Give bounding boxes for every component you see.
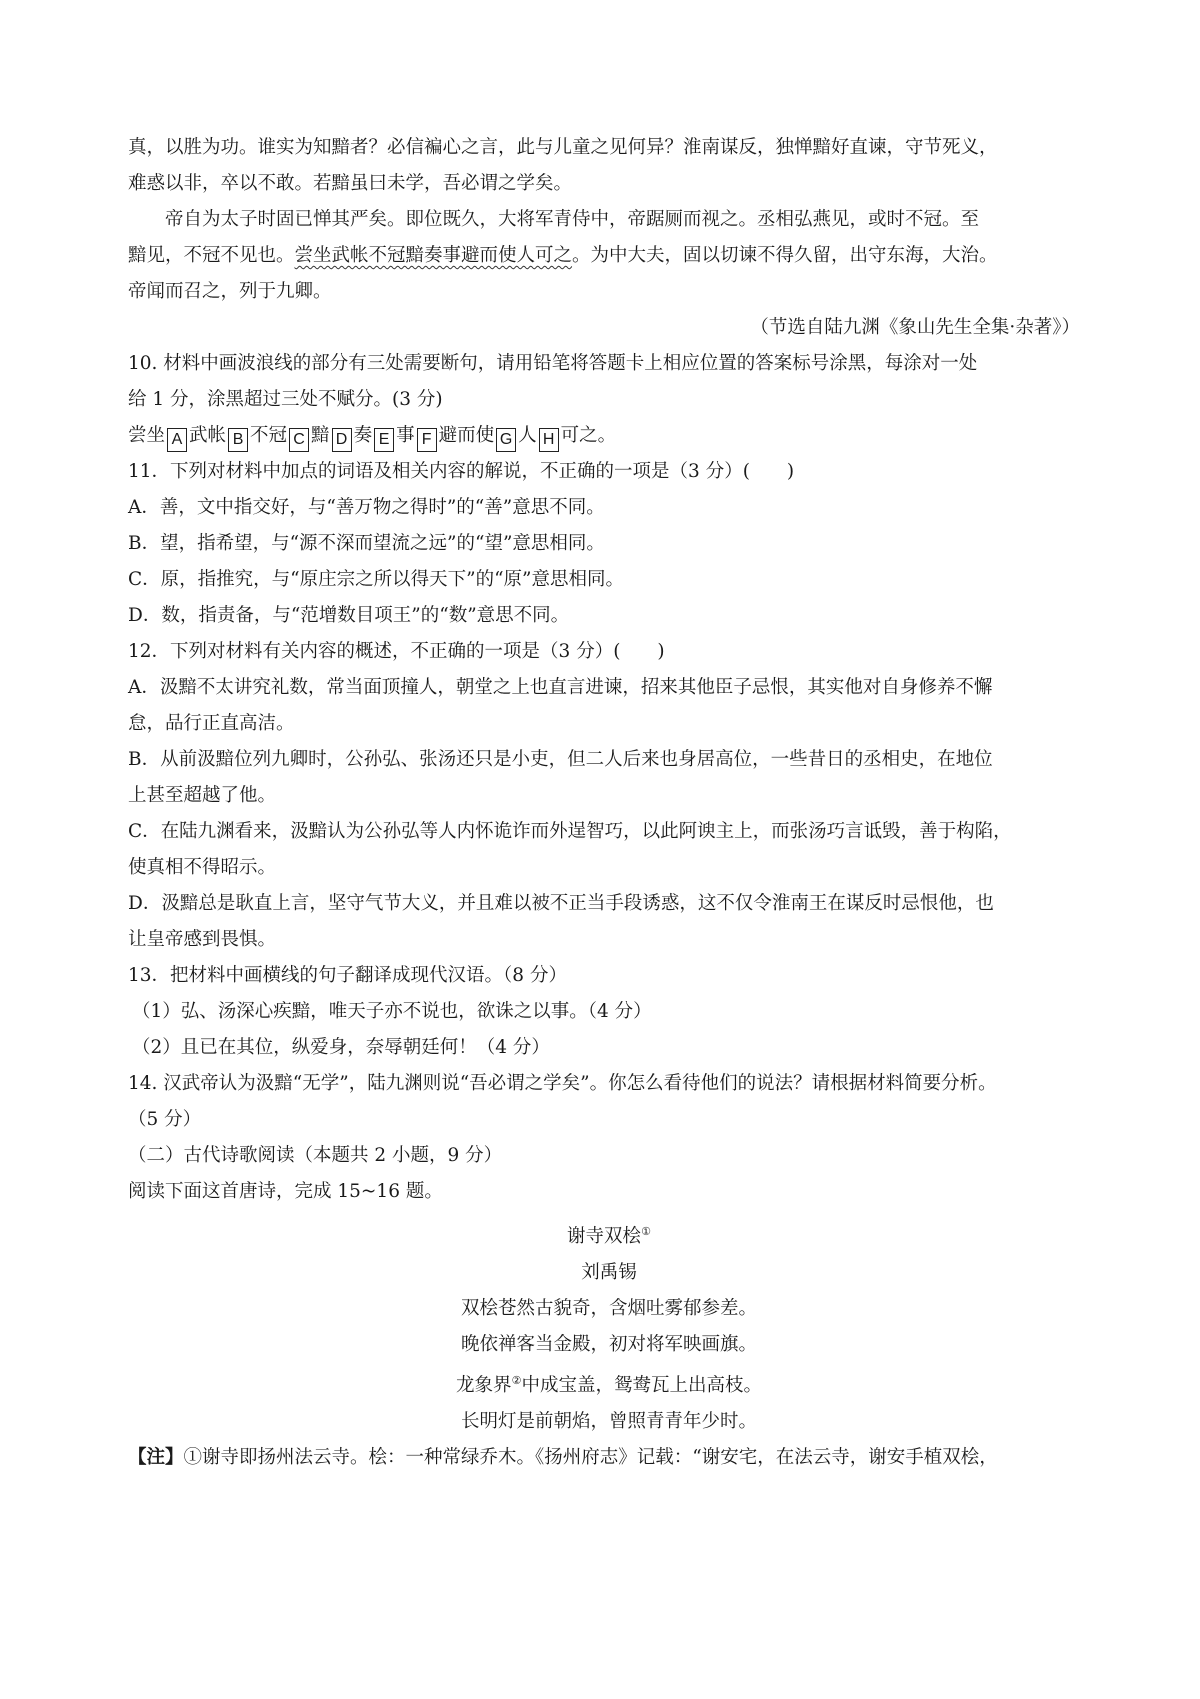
poem-note [128, 1440, 1090, 1476]
question-stem: 12．下列对材料有关内容的概述，不正确的一项是（3 分）( ) [128, 641, 665, 662]
section-heading: （二）古代诗歌阅读（本题共 2 小题，9 分） [128, 1145, 503, 1166]
question-score: （5 分） [128, 1109, 202, 1130]
footnote-mark: ① [641, 1225, 651, 1238]
segment-text: 事 [396, 425, 415, 446]
question-stem: 14. 汉武帝认为汲黯“无学”，陆九渊则说“吾必谓之学矣”。你怎么看待他们的说法？请根据材料简要分析。 [128, 1073, 997, 1094]
segment-text: 避而使 [438, 425, 495, 446]
poem-line: 长明灯是前朝焰，曾照青青年少时。 [460, 1411, 757, 1433]
poem-line [128, 1363, 1090, 1404]
segment-text: 可之。 [560, 425, 617, 446]
section-poetry [128, 1138, 1090, 1210]
passage-line: 帝闻而召之，列于九卿。 [128, 281, 332, 302]
poem-line: 双桧苍然古貌奇，含烟吐雾郁参差。 [460, 1298, 757, 1320]
option-c-cont: 使真相不得昭示。 [128, 857, 277, 878]
answer-box-c[interactable]: C [289, 428, 309, 452]
question-stem: 10. 材料中画波浪线的部分有三处需要断句，请用铅笔将答题卡上相应位置的答案标号涂黑，每涂对一处 [128, 353, 978, 374]
option-d: D．汲黯总是耿直上言，坚守气节大义，并且难以被不正当手段诱惑，这不仅令淮南王在谋反时忌恨他，也 [128, 893, 994, 914]
option-b-cont: 上甚至超越了他。 [128, 785, 277, 806]
option-c: C．原，指推究，与“原庄宗之所以得天下”的“原”意思相同。 [128, 569, 624, 590]
answer-box-h[interactable]: H [539, 428, 559, 452]
poem-text: 龙象界 [456, 1375, 512, 1397]
poem-author: 刘禹锡 [581, 1262, 637, 1284]
option-c: C．在陆九渊看来，汲黯认为公孙弘等人内怀诡诈而外逞智巧，以此阿谀主上，而张汤巧言诋毁，善于构陷， [128, 821, 1012, 842]
segment-text: 不冠 [250, 425, 288, 446]
option-a-cont: 怠，品行正直高洁。 [128, 713, 295, 734]
answer-box-a[interactable]: A [167, 428, 187, 452]
question-14 [128, 1066, 1090, 1138]
poem-title [128, 1214, 1090, 1255]
option-d-cont: 让皇帝感到畏惧。 [128, 929, 277, 950]
poem-line: 晚依禅客当金殿，初对将军映画旗。 [460, 1334, 757, 1356]
poem [128, 1214, 1090, 1440]
segment-text: 武帐 [189, 425, 227, 446]
answer-box-g[interactable]: G [496, 428, 516, 452]
answer-box-b[interactable]: B [228, 428, 248, 452]
segment-text: 黯 [311, 425, 330, 446]
section-instruction: 阅读下面这首唐诗，完成 15~16 题。 [128, 1181, 443, 1202]
answer-box-d[interactable]: D [332, 428, 352, 452]
segment-text: 尝坐 [128, 425, 166, 446]
wavy-underlined-sentence: 尝坐武帐不冠黯奏事避而使人可之 [294, 245, 573, 266]
passage-text: 。为中大夫，固以切谏不得久留，出守东海，大治。 [572, 245, 998, 266]
question-stem: 13．把材料中画横线的句子翻译成现代汉语。（8 分） [128, 965, 567, 986]
option-b: B．望，指希望，与“源不深而望流之远”的“望”意思相同。 [128, 533, 605, 554]
option-a: A．善，文中指交好，与“善万物之得时”的“善”意思不同。 [128, 497, 605, 518]
note-label: 【注】 [128, 1447, 184, 1469]
question-11 [128, 454, 1090, 634]
poem-title-text: 谢寺双桧 [567, 1226, 642, 1248]
poem-text: 中成宝盖，鸳鸯瓦上出高枝。 [521, 1375, 762, 1397]
question-12 [128, 634, 1090, 958]
sub-question-2: （2）且已在其位，纵爱身，奈辱朝廷何！（4 分） [132, 1037, 550, 1058]
passage-line: 真，以胜为功。谁实为知黯者？必信褊心之言，此与儿童之见何异？淮南谋反，独惮黯好直谏，守节死义， [128, 137, 998, 158]
passage-text: 黯见，不冠不见也。 [128, 245, 295, 266]
punctuation-answer-line [128, 418, 1090, 454]
segment-text: 奏 [353, 425, 373, 446]
passage-line: 难惑以非，卒以不敢。若黯虽曰未学，吾必谓之学矣。 [128, 173, 573, 194]
passage-line-with-wavy [128, 238, 1090, 274]
segment-text: 人 [518, 425, 537, 446]
question-stem: 11．下列对材料中加点的词语及相关内容的解说，不正确的一项是（3 分）( ) [128, 461, 795, 482]
option-b: B．从前汲黯位列九卿时，公孙弘、张汤还只是小吏，但二人后来也身居高位，一些昔日的丞相史，在地位 [128, 749, 993, 770]
answer-box-e[interactable]: E [374, 428, 394, 452]
note-text: ①谢寺即扬州法云寺。桧：一种常绿乔木。《扬州府志》记载：“谢安宅，在法云寺，谢安手植双桧， [183, 1447, 998, 1469]
classical-passage [128, 130, 1090, 346]
passage-line: 帝自为太子时固已惮其严矣。即位既久，大将军青侍中，帝踞厕而视之。丞相弘燕见，或时不冠。至 [165, 209, 980, 230]
question-stem: 给 1 分，涂黑超过三处不赋分。(3 分) [128, 389, 443, 410]
option-d: D．数，指责备，与“范增数目项王”的“数”意思不同。 [128, 605, 570, 626]
sub-question-1: （1）弘、汤深心疾黯，唯天子亦不说也，欲诛之以事。（4 分） [132, 1001, 652, 1022]
answer-box-f[interactable]: F [417, 428, 437, 452]
question-13 [128, 958, 1090, 1066]
option-a: A．汲黯不太讲究礼数，常当面顶撞人，朝堂之上也直言进谏，招来其他臣子忌恨，其实他对自身修养不懈 [128, 677, 993, 698]
passage-source: （节选自陆九渊《象山先生全集·杂著》） [750, 317, 1080, 338]
question-10 [128, 346, 1090, 454]
footnote-mark: ② [511, 1374, 522, 1388]
